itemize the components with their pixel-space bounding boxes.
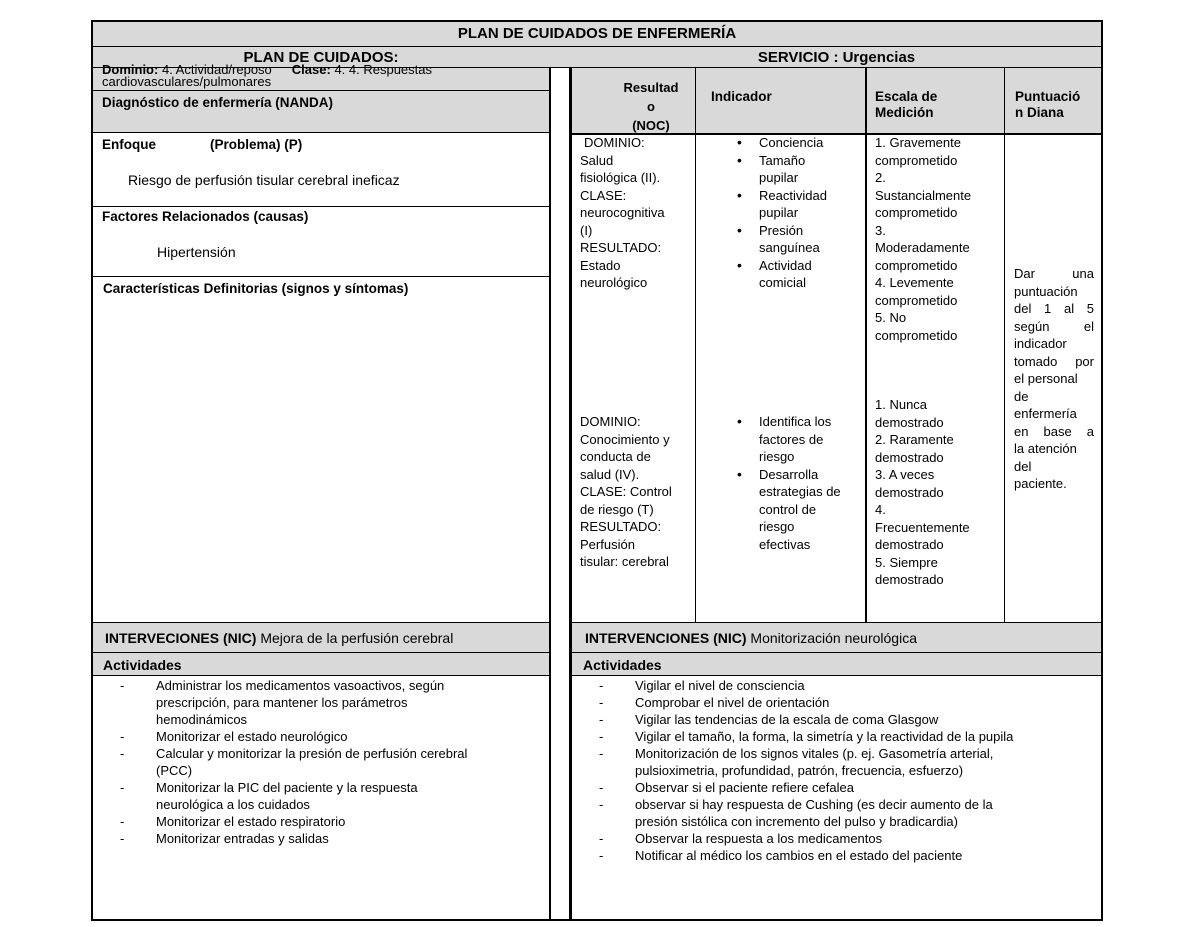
indicador-list-2 xyxy=(731,413,865,553)
list-item: - Monitorizar la PIC del paciente y la respuesta neurológica a los cuidados xyxy=(104,779,549,813)
list-item: • Tamaño pupilar xyxy=(731,152,865,187)
list-item: • Reactividad pupilar xyxy=(731,187,865,222)
list-item: - Observar si el paciente refiere cefalea xyxy=(583,779,1101,796)
clase-label: Clase: xyxy=(291,64,331,77)
list-item: - Monitorización de los signos vitales (p. ej. Gasometría arterial, pulsioximetria, profundidad, patrón, frecuencia, esfuerzo) xyxy=(583,745,1101,779)
escala-block-1: 1. Gravemente comprometido 2. Sustancialmente comprometido 3. Moderadamente comprometido 4. Levemente comprometido 5. No comprometido xyxy=(875,135,972,343)
resultado-header: Resultad o (NOC) xyxy=(623,80,679,133)
puntuacion-text: Dar una puntuación del 1 al 5 según el indicador tomado por el personal de enfermería en base a la atención del paciente. xyxy=(1014,266,1094,491)
nic-left-label: INTERVECIONES (NIC) xyxy=(105,630,257,646)
resultado-block-2: DOMINIO: Conocimiento y conducta de salud (IV). CLASE: Control de riesgo (T) RESULTADO: Perfusión tisular: cerebral xyxy=(580,414,672,569)
service-label: SERVICIO : Urgencias xyxy=(757,49,916,66)
list-item: - Calcular y monitorizar la presión de perfusión cerebral (PCC) xyxy=(104,745,549,779)
document-title: PLAN DE CUIDADOS DE ENFERMERÍA xyxy=(457,25,737,42)
factores-text: Hipertensión xyxy=(157,244,236,260)
list-item: • Desarrolla estrategias de control de riesgo efectivas xyxy=(731,466,865,554)
list-item: • Identifica los factores de riesgo xyxy=(731,413,865,466)
problema-label: (Problema) (P) xyxy=(210,137,303,152)
factores-label: Factores Relacionados (causas) xyxy=(102,209,309,224)
nic-right-title xyxy=(585,630,917,646)
nic-left-title xyxy=(105,630,453,646)
list-item: - Monitorizar el estado neurológico xyxy=(104,728,549,745)
puntuacion-header: Puntuació n Diana xyxy=(1015,89,1081,120)
list-item: • Actividad comicial xyxy=(731,257,865,292)
clase-continuation: cardiovasculares/pulmonares xyxy=(102,74,272,89)
list-item: - Notificar al médico los cambios en el estado del paciente xyxy=(583,847,1101,864)
dominio-value: 4. Actividad/reposo xyxy=(158,64,272,77)
clase-value: 4. 4. Respuestas xyxy=(330,64,432,77)
actividades-left-list xyxy=(104,677,549,847)
problema-text: Riesgo de perfusión tisular cerebral ineficaz xyxy=(128,172,400,188)
nic-left-value: Mejora de la perfusión cerebral xyxy=(256,630,454,646)
diagnostico-label: Diagnóstico de enfermería (NANDA) xyxy=(102,95,334,110)
list-item: - Administrar los medicamentos vasoactivos, según prescripción, para mantener los parámetros hemodinámicos xyxy=(104,677,549,728)
list-item: - Vigilar el nivel de consciencia xyxy=(583,677,1101,694)
nic-right-value: Monitorización neurológica xyxy=(746,630,917,646)
list-item: • Conciencia xyxy=(731,134,865,152)
list-item: - Comprobar el nivel de orientación xyxy=(583,694,1101,711)
nic-right-label: INTERVENCIONES (NIC) xyxy=(585,630,747,646)
list-item: - Monitorizar entradas y salidas xyxy=(104,830,549,847)
actividades-right-label: Actividades xyxy=(583,657,662,673)
resultado-block-1: DOMINIO: Salud fisiológica (II). CLASE: neurocognitiva (I) RESULTADO: Estado neurológico xyxy=(580,135,665,290)
actividades-right-list xyxy=(583,677,1101,864)
list-item: - Monitorizar el estado respiratorio xyxy=(104,813,549,830)
escala-header: Escala de Medición xyxy=(875,89,938,120)
list-item: - Observar la respuesta a los medicamentos xyxy=(583,830,1101,847)
list-item: - Vigilar las tendencias de la escala de coma Glasgow xyxy=(583,711,1101,728)
list-item: - observar si hay respuesta de Cushing (es decir aumento de la presión sistólica con incremento del pulso y bradicardia) xyxy=(583,796,1101,830)
dominio-clase-cell xyxy=(102,64,547,90)
list-item: • Presión sanguínea xyxy=(731,222,865,257)
caracteristicas-label: Características Definitorias (signos y síntomas) xyxy=(103,281,409,296)
escala-block-2: 1. Nunca demostrado 2. Raramente demostrado 3. A veces demostrado 4. Frecuentemente demostrado 5. Siempre demostrado xyxy=(875,397,970,587)
indicador-list-1 xyxy=(731,134,865,292)
actividades-left-label: Actividades xyxy=(103,657,182,673)
plan-label: PLAN DE CUIDADOS: xyxy=(243,49,399,66)
list-item: - Vigilar el tamaño, la forma, la simetría y la reactividad de la pupila xyxy=(583,728,1101,745)
dominio-label: Dominio: xyxy=(102,64,159,77)
indicador-header: Indicador xyxy=(711,89,772,104)
enfoque-label: Enfoque xyxy=(102,137,156,152)
